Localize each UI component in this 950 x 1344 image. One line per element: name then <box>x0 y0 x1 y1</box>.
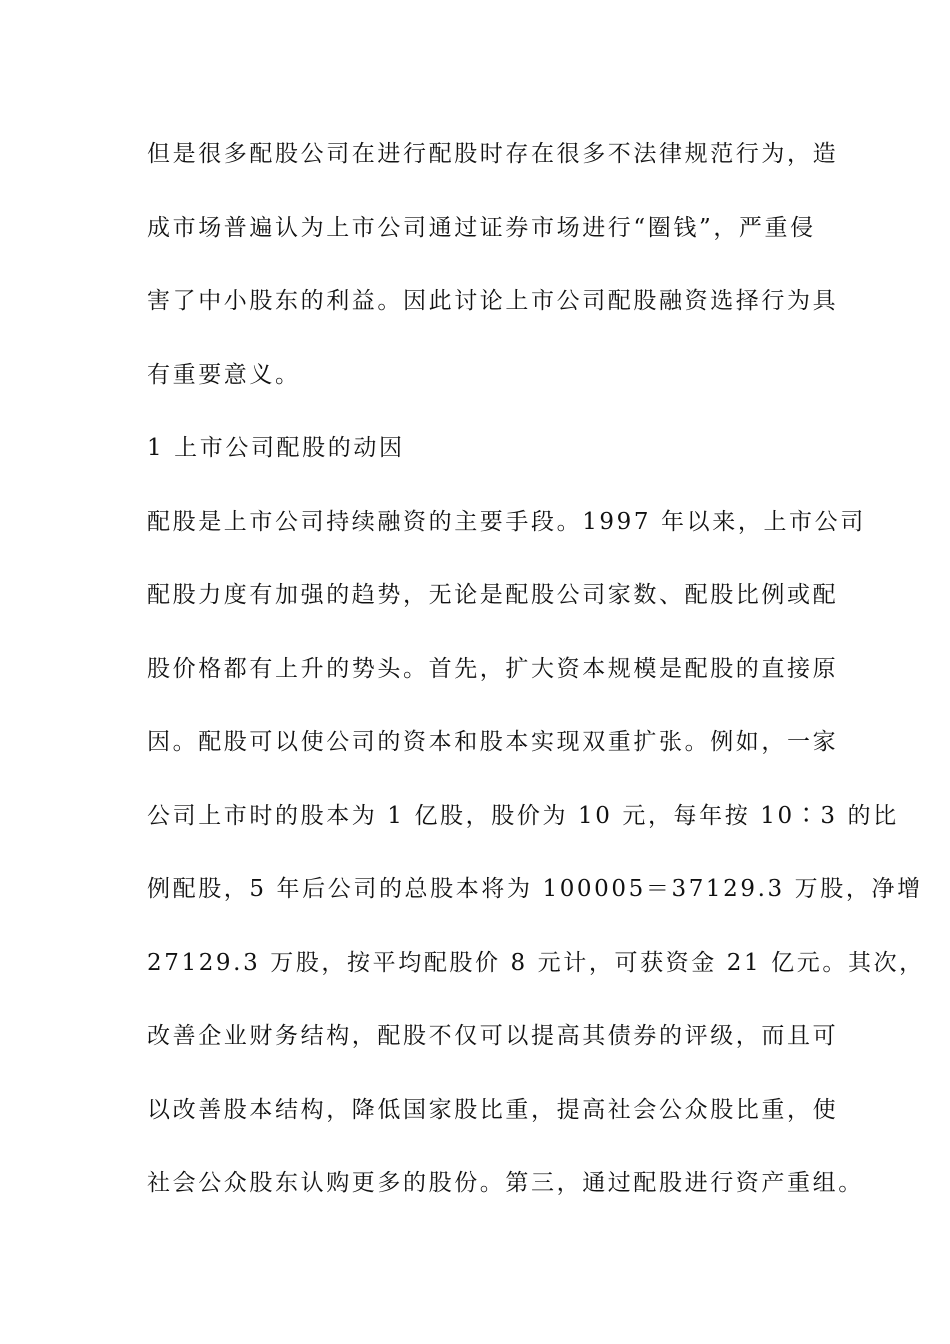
paragraph-line: 因。配股可以使公司的资本和股本实现双重扩张。例如，一家 <box>147 729 839 755</box>
paragraph-line: 但是很多配股公司在进行配股时存在很多不法律规范行为，造 <box>147 141 839 167</box>
paragraph-line: 害了中小股东的利益。因此讨论上市公司配股融资选择行为具 <box>147 288 839 314</box>
paragraph-line: 公司上市时的股本为 1 亿股，股价为 10 元，每年按 10∶3 的比 <box>147 802 899 829</box>
paragraph-line: 配股是上市公司持续融资的主要手段。1997 年以来，上市公司 <box>147 508 866 535</box>
paragraph-line: 社会公众股东认购更多的股份。第三，通过配股进行资产重组。 <box>147 1170 864 1196</box>
paragraph-line: 有重要意义。 <box>147 361 301 388</box>
paragraph-line: 股价格都有上升的势头。首先，扩大资本规模是配股的直接原 <box>147 655 839 682</box>
paragraph-line: 例配股，5 年后公司的总股本将为 100005＝37129.3 万股，净增 <box>147 876 923 902</box>
paragraph-line: 成市场普遍认为上市公司通过证券市场进行“圈钱”，严重侵 <box>147 214 816 241</box>
paragraph-line: 27129.3 万股，按平均配股价 8 元计，可获资金 21 亿元。其次， <box>147 949 925 976</box>
document-body <box>147 131 925 1234</box>
paragraph-line: 以改善股本结构，降低国家股比重，提高社会公众股比重，使 <box>147 1096 839 1123</box>
section-heading: 1 上市公司配股的动因 <box>147 435 405 461</box>
paragraph-line: 改善企业财务结构，配股不仅可以提高其债券的评级，而且可 <box>147 1023 839 1049</box>
paragraph-line: 配股力度有加强的趋势，无论是配股公司家数、配股比例或配 <box>147 582 839 608</box>
